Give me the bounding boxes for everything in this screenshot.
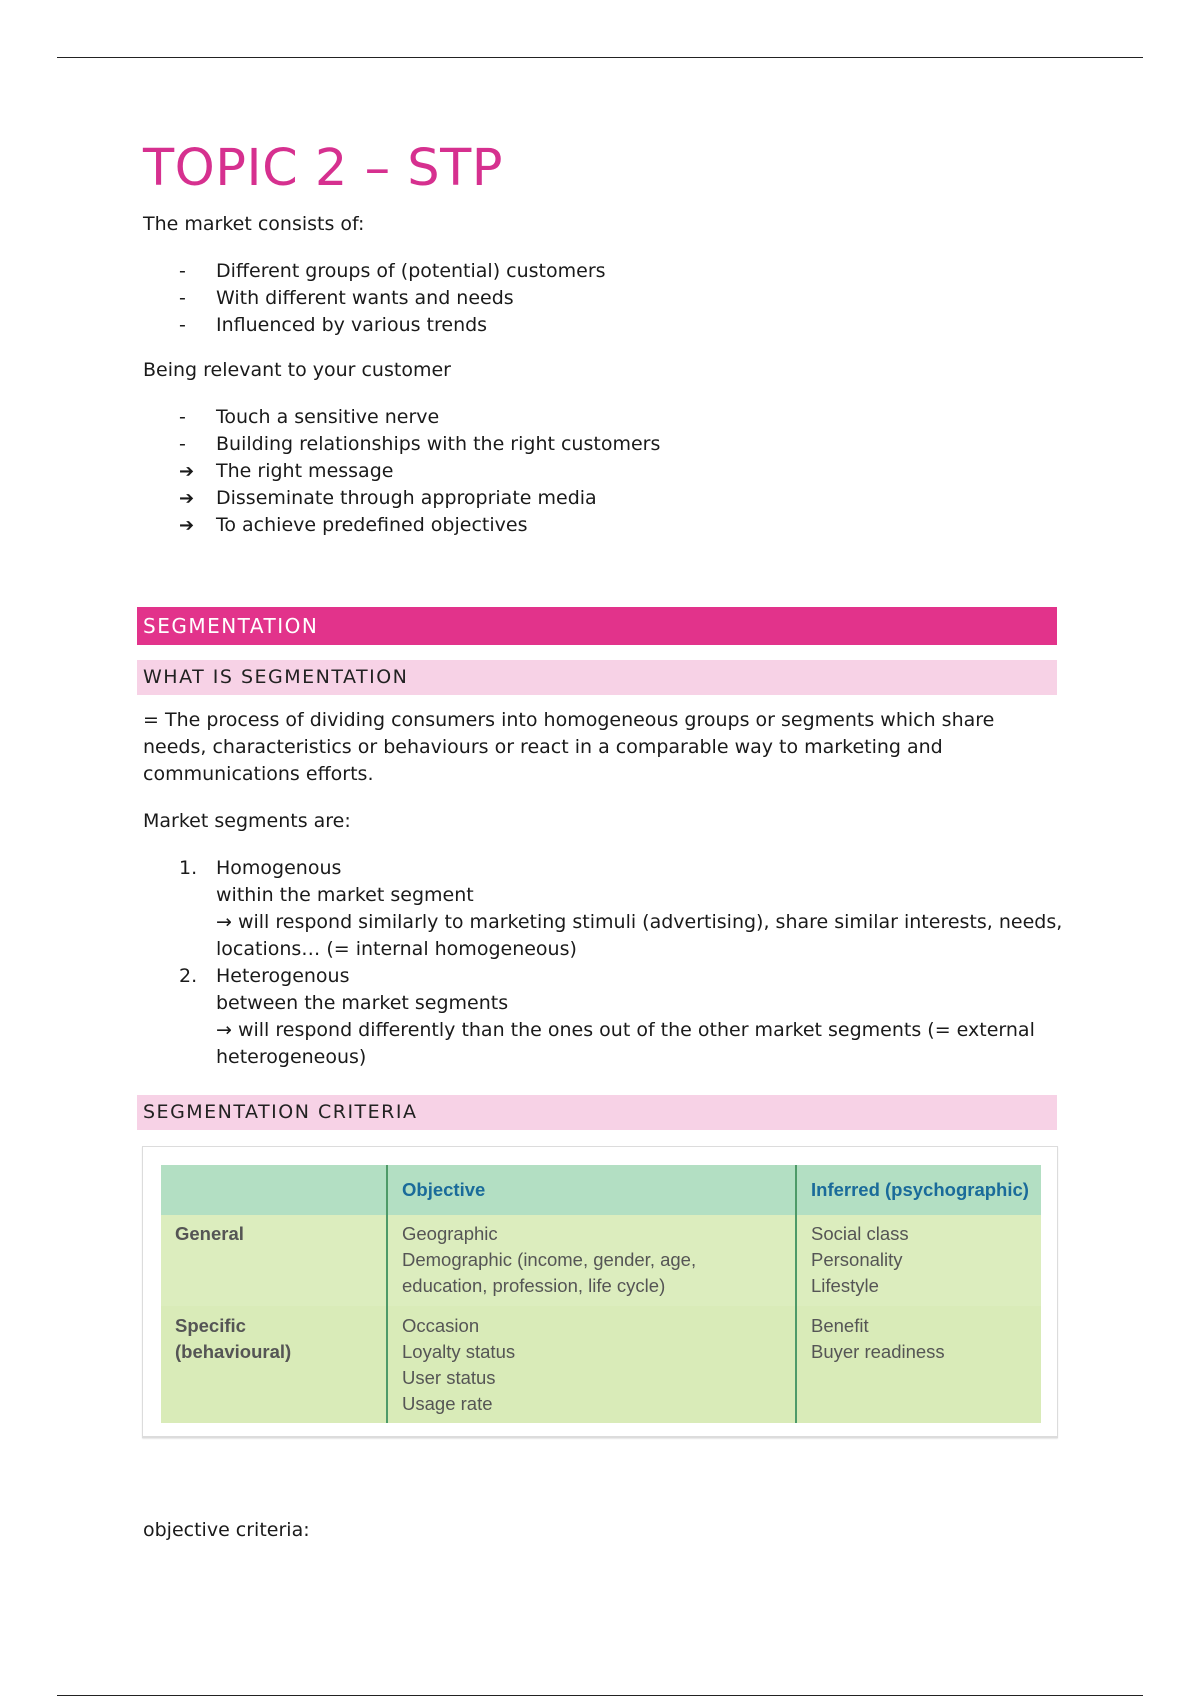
- cell-line: Loyalty status: [402, 1341, 516, 1362]
- segmentation-definition: = The process of dividing consumers into homogeneous groups or segments which share needs, characteristics or behaviours or react in a comparable way to marketing and communications efforts.: [143, 709, 995, 785]
- cell-line: education, profession, life cycle): [402, 1275, 666, 1296]
- dash-marker: -: [179, 314, 186, 336]
- table-header-cell: Inferred (psychographic): [796, 1165, 1041, 1215]
- market-list: [143, 258, 1063, 339]
- dash-marker: -: [179, 260, 186, 282]
- list-item-text: Disseminate through appropriate media: [216, 487, 597, 509]
- document-body: [143, 140, 1063, 1544]
- relevance-list: [143, 404, 1063, 539]
- list-item: [143, 258, 1063, 285]
- list-number: 2.: [179, 965, 198, 987]
- table-header-row: [161, 1165, 1041, 1215]
- row-label-text: Specific: [175, 1315, 246, 1336]
- row-label-text: (behavioural): [175, 1341, 292, 1362]
- segment-detail: → will respond similarly to marketing stimuli (advertising), share similar interests, needs, locations… (= internal homogeneous): [216, 911, 1063, 960]
- list-item: [143, 855, 1063, 963]
- objective-criteria-label: objective criteria:: [143, 1519, 310, 1541]
- cell-line: Benefit: [811, 1315, 869, 1336]
- dash-marker: -: [179, 433, 186, 455]
- dash-marker: -: [179, 287, 186, 309]
- list-item: [143, 458, 1063, 485]
- list-item-text: To achieve predefined objectives: [216, 514, 528, 536]
- list-item-text: Building relationships with the right customers: [216, 433, 661, 455]
- list-item: [143, 963, 1063, 1071]
- list-item: [143, 312, 1063, 339]
- subheading-what-is-segmentation: WHAT IS SEGMENTATION: [137, 660, 1057, 695]
- segment-title: Heterogenous: [216, 965, 350, 987]
- table-cell: [387, 1306, 796, 1423]
- list-item-text: With different wants and needs: [216, 287, 514, 309]
- subheading-segmentation-criteria: SEGMENTATION CRITERIA: [137, 1095, 1057, 1130]
- table-cell: [387, 1215, 796, 1306]
- segments-list: [143, 855, 1063, 1071]
- list-item-text: Different groups of (potential) customers: [216, 260, 606, 282]
- relevance-intro: Being relevant to your customer: [143, 359, 451, 381]
- segment-scope: between the market segments: [216, 992, 509, 1014]
- cell-line: Social class: [811, 1223, 909, 1244]
- dash-marker: -: [179, 406, 186, 428]
- cell-line: Usage rate: [402, 1393, 493, 1414]
- table-row: [161, 1215, 1041, 1306]
- arrow-icon: ➔: [179, 488, 195, 509]
- table-cell: [796, 1215, 1041, 1306]
- table-header-cell: [161, 1165, 387, 1215]
- table-header-cell: Objective: [387, 1165, 796, 1215]
- table-row: [161, 1306, 1041, 1423]
- row-label-text: General: [175, 1223, 244, 1244]
- list-item: [143, 285, 1063, 312]
- arrow-icon: ➔: [179, 461, 195, 482]
- market-intro: The market consists of:: [143, 213, 365, 235]
- row-label: [161, 1306, 387, 1423]
- list-item-text: Touch a sensitive nerve: [216, 406, 440, 428]
- list-number: 1.: [179, 857, 198, 879]
- list-item: [143, 485, 1063, 512]
- cell-line: Buyer readiness: [811, 1341, 945, 1362]
- cell-line: Occasion: [402, 1315, 480, 1336]
- section-heading-segmentation: SEGMENTATION: [137, 607, 1057, 645]
- segments-intro: Market segments are:: [143, 810, 351, 832]
- criteria-figure: [142, 1146, 1058, 1438]
- list-item: [143, 512, 1063, 539]
- cell-line: Geographic: [402, 1223, 498, 1244]
- cell-line: Demographic (income, gender, age,: [402, 1249, 697, 1270]
- list-item-text: Influenced by various trends: [216, 314, 488, 336]
- segment-title: Homogenous: [216, 857, 342, 879]
- cell-line: Personality: [811, 1249, 903, 1270]
- list-item: [143, 404, 1063, 431]
- cell-line: Lifestyle: [811, 1275, 879, 1296]
- segment-scope: within the market segment: [216, 884, 474, 906]
- list-item: [143, 431, 1063, 458]
- arrow-icon: ➔: [179, 515, 195, 536]
- segment-detail: → will respond differently than the ones out of the other market segments (= external heterogeneous): [216, 1019, 1035, 1068]
- cell-line: User status: [402, 1367, 496, 1388]
- footer-rule: [57, 1695, 1143, 1696]
- row-label: [161, 1215, 387, 1306]
- header-rule: [57, 57, 1143, 58]
- criteria-table: [161, 1165, 1041, 1423]
- list-item-text: The right message: [216, 460, 394, 482]
- table-cell: [796, 1306, 1041, 1423]
- page-title: TOPIC 2 – STP: [143, 139, 504, 198]
